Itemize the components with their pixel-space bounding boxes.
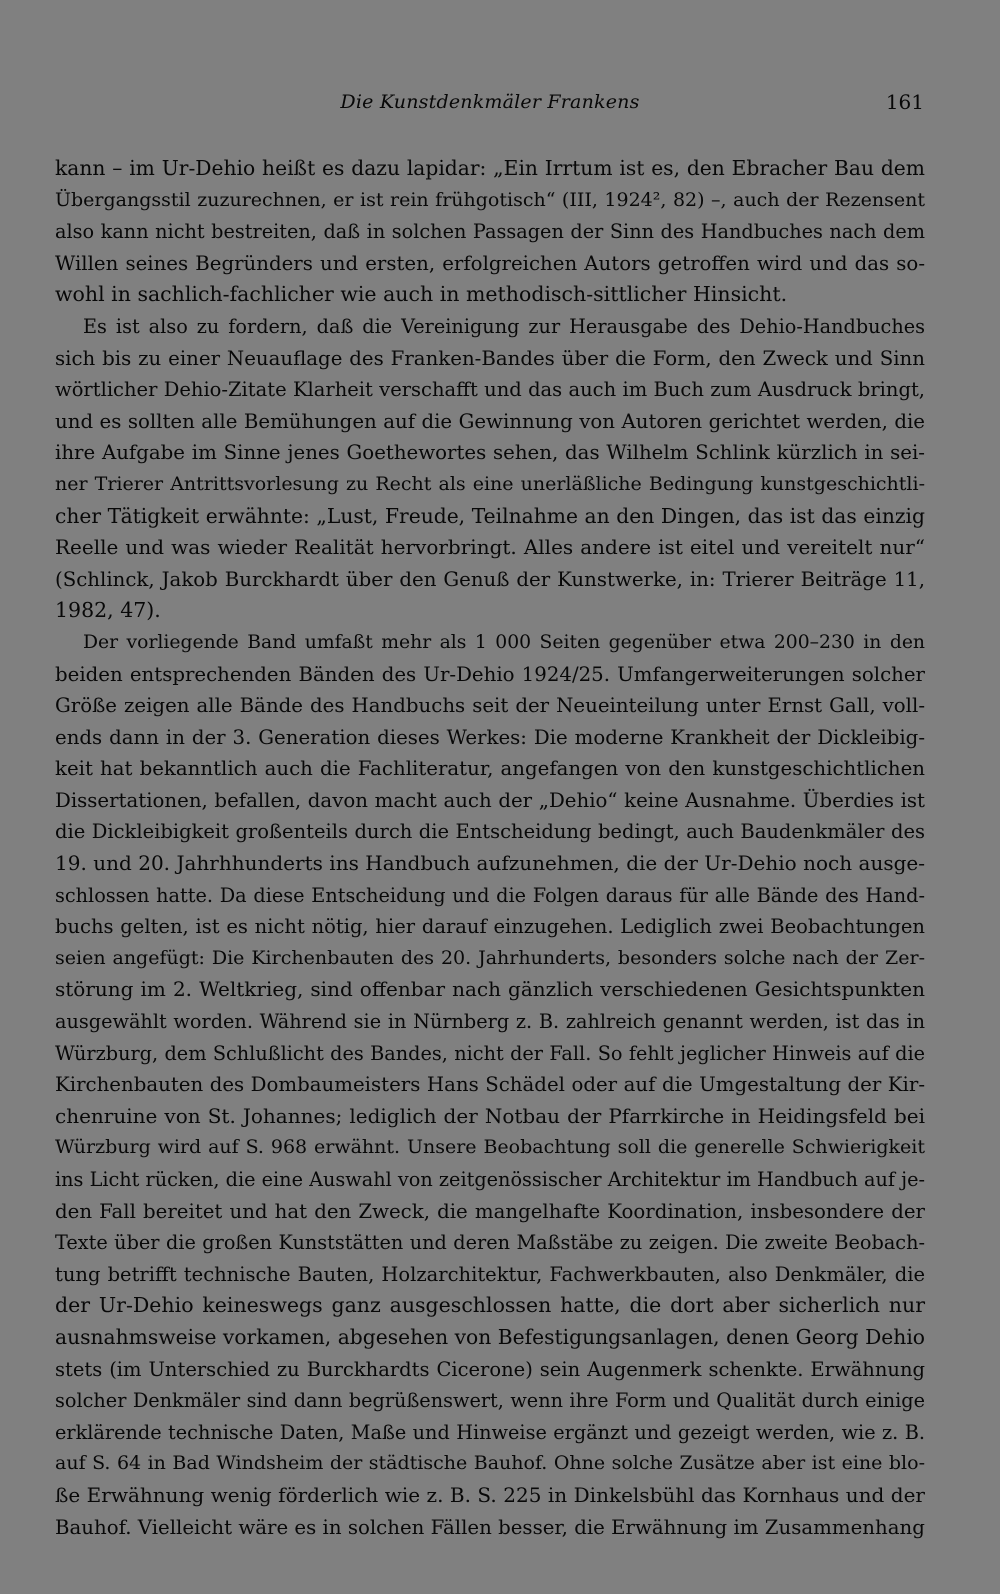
text-line: erklärende technische Daten, Maße und Hinweise ergänzt und gezeigt werden, wie z. B. <box>55 1420 925 1444</box>
text-line: Kirchenbauten des Dombaumeisters Hans Schädel oder auf die Umgestaltung der Kir- <box>55 1073 925 1097</box>
text-line: Es ist also zu fordern, daß die Vereinigung zur Herausgabe des Dehio-Handbuches <box>83 314 925 338</box>
text-line: ausnahmsweise vorkamen, abgesehen von Befestigungsanlagen, denen Georg Dehio <box>55 1324 925 1349</box>
text-line: beiden entsprechenden Bänden des Ur-Dehio 1924/25. Umfangerweiterungen solcher <box>55 662 925 686</box>
text-line: tung betrifft technische Bauten, Holzarchitektur, Fachwerkbauten, also Denkmäler, die <box>55 1262 925 1286</box>
text-line: ße Erwähnung wenig förderlich wie z. B. S. 225 in Dinkelsbühl das Kornhaus und der <box>55 1482 925 1507</box>
running-head <box>0 86 1000 118</box>
text-line: ner Trierer Antrittsvorlesung zu Recht als eine unerläßliche Bedingung kunstgeschichtli- <box>55 472 925 495</box>
text-line: der Ur-Dehio keineswegs ganz ausgeschlossen hatte, die dort aber sicherlich nur <box>55 1293 925 1318</box>
running-title: Die Kunstdenkmäler Frankens <box>340 91 640 113</box>
text-line: Der vorliegende Band umfaßt mehr als 1 000 Seiten gegenüber etwa 200–230 in den <box>83 631 925 653</box>
paragraph <box>55 153 925 311</box>
text-line: seien angefügt: Die Kirchenbauten des 20. Jahrhunderts, besonders solche nach der Zer- <box>55 946 925 969</box>
text-line: Willen seines Begründers und ersten, erfolgreichen Autors getroffen wird und das so- <box>55 251 925 275</box>
text-line: also kann nicht bestreiten, daß in solchen Passagen der Sinn des Handbuches nach dem <box>55 220 925 244</box>
text-line: 19. und 20. Jahrhhunderts ins Handbuch aufzunehmen, die der Ur-Dehio noch ausge- <box>55 851 925 876</box>
text-line: und es sollten alle Bemühungen auf die Gewinnung von Autoren gerichtet werden, die <box>55 409 925 433</box>
text-line: buchs gelten, ist es nicht nötig, hier darauf einzugehen. Lediglich zwei Beobachtungen <box>55 915 925 939</box>
text-line: cher Tätigkeit erwähnte: „Lust, Freude, Teilnahme an den Dingen, das ist das einzig <box>55 503 925 528</box>
text-line: schlossen hatte. Da diese Entscheidung und die Folgen daraus für alle Bände des Hand- <box>55 883 925 907</box>
text-line: ausgewählt worden. Während sie in Nürnberg z. B. zahlreich genannt werden, ist das in <box>55 1010 925 1034</box>
text-line: ihre Aufgabe im Sinne jenes Goethewortes sehen, das Wilhelm Schlink kürzlich in sei- <box>55 441 925 465</box>
text-line: wörtlicher Dehio-Zitate Klarheit verschafft und das auch im Buch zum Ausdruck bringt, <box>55 378 925 402</box>
paragraph <box>55 311 925 627</box>
text-line: ends dann in der 3. Generation dieses Werkes: Die moderne Krankheit der Dickleibig- <box>55 725 925 749</box>
text-line: störung im 2. Weltkrieg, sind offenbar nach gänzlich verschiedenen Gesichtspunkten <box>55 977 925 1002</box>
text-line: solcher Denkmäler sind dann begrüßenswert, wenn ihre Form und Qualität durch einige <box>55 1389 925 1413</box>
text-line: Dissertationen, befallen, davon macht auch der „Dehio“ keine Ausnahme. Überdies ist <box>55 788 925 812</box>
text-line: ins Licht rücken, die eine Auswahl von zeitgenössischer Architektur im Handbuch auf je- <box>55 1168 925 1191</box>
text-line: chenruine von St. Johannes; lediglich der Notbau der Pfarrkirche in Heidingsfeld bei <box>55 1103 925 1128</box>
text-line: Reelle und was wieder Realität hervorbringt. Alles andere ist eitel und vereitelt nur“ <box>55 535 925 560</box>
text-line: Bauhof. Vielleicht wäre es in solchen Fällen besser, die Erwähnung im Zusammenhang <box>55 1515 925 1539</box>
text-line: (Schlinck, Jakob Burckhardt über den Genuß der Kunstwerke, in: Trierer Beiträge 11, <box>55 567 925 591</box>
text-line: stets (im Unterschied zu Burckhardts Cicerone) sein Augenmerk schenkte. Erwähnung <box>55 1357 925 1381</box>
text-line: auf S. 64 in Bad Windsheim der städtische Bauhof. Ohne solche Zusätze aber ist eine blo- <box>55 1452 925 1475</box>
text-line: 1982, 47). <box>55 598 161 623</box>
body-text <box>55 153 925 1543</box>
text-line: die Dickleibigkeit großenteils durch die Entscheidung bedingt, auch Baudenkmäler des <box>55 820 925 844</box>
text-line: sich bis zu einer Neuauflage des Franken-Bandes über die Form, den Zweck und Sinn <box>55 346 925 370</box>
page-number: 161 <box>885 90 924 114</box>
text-line: den Fall bereitet und hat den Zweck, die mangelhafte Koordination, insbesondere der <box>55 1199 925 1223</box>
text-line: Texte über die großen Kunststätten und deren Maßstäbe zu zeigen. Die zweite Beobach- <box>55 1231 925 1255</box>
text-line: Würzburg wird auf S. 968 erwähnt. Unsere Beobachtung soll die generelle Schwierigkeit <box>55 1136 925 1159</box>
paragraph <box>55 627 925 1543</box>
text-line: Größe zeigen alle Bände des Handbuchs seit der Neueinteilung unter Ernst Gall, voll- <box>55 694 925 718</box>
text-line: keit hat bekanntlich auch die Fachliteratur, angefangen von den kunstgeschichtlichen <box>55 757 925 781</box>
text-line: Würzburg, dem Schlußlicht des Bandes, nicht der Fall. So fehlt jeglicher Hinweis auf die <box>55 1041 925 1065</box>
text-line: Übergangsstil zuzurechnen, er ist rein frühgotisch“ (III, 1924², 82) –, auch der Rezensent <box>55 188 925 211</box>
text-line: kann – im Ur-Dehio heißt es dazu lapidar: „Ein Irrtum ist es, den Ebracher Bau dem <box>55 156 925 180</box>
text-line: wohl in sachlich-fachlicher wie auch in methodisch-sittlicher Hinsicht. <box>55 282 788 307</box>
